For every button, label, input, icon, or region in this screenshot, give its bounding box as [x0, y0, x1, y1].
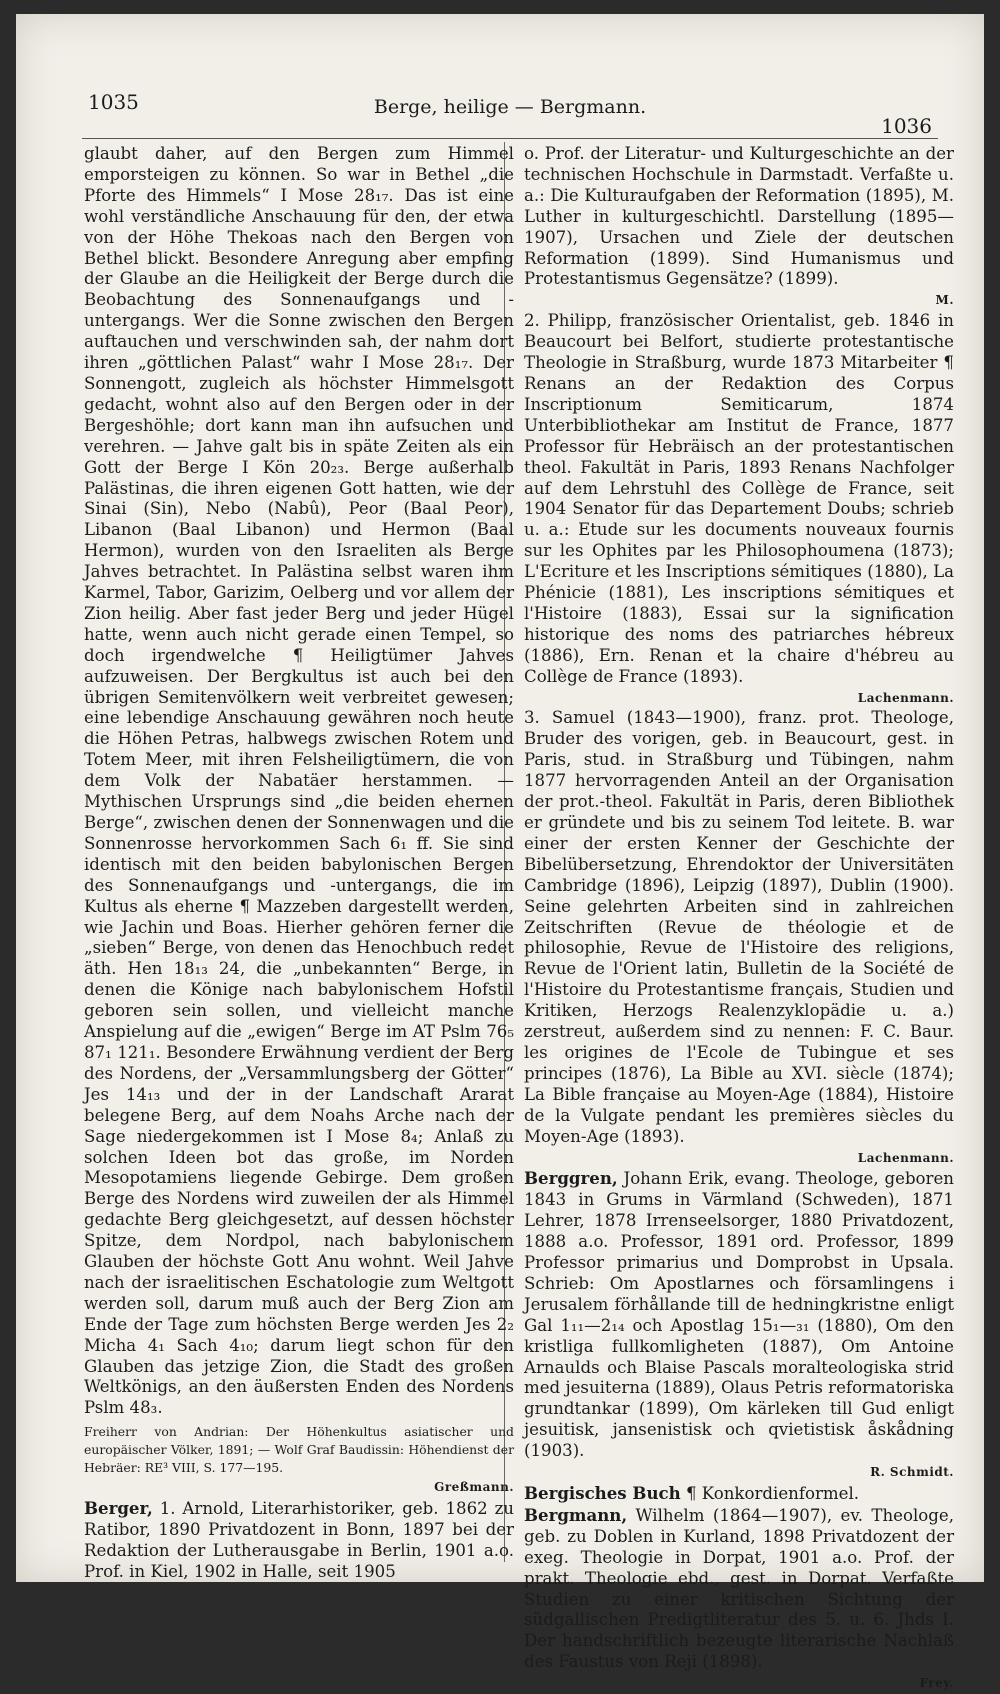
berger-entry — [84, 1498, 514, 1583]
bibliography-note: Freiherr von Andrian: Der Höhenkultus asiatischer und europäischer Völker, 1891; — Wolf Graf Baudissin: Höhendienst der Hebräer: RE³ VIII, S. 177—195. — [84, 1424, 514, 1476]
entry-headword: Berger, — [84, 1498, 153, 1519]
author-signature: R. Schmidt. — [870, 1465, 954, 1480]
page-header — [78, 86, 942, 138]
book-page — [16, 14, 984, 1691]
right-column — [524, 144, 954, 1694]
philipp-berger-entry: 2. Philipp, französischer Orientalist, geb. 1846 in Beaucourt bei Belfort, studierte protestantische Theologie in Straßburg, wurde 1873 Mitarbeiter ¶ Renans an der Redaktion des Corpus Inscriptionum Semiticarum, 1874 Unterbibliothekar am Institut de France, 1877 Professor für Hebräisch an der protestantischen theol. Fakultät in Paris, 1893 Renans Nachfolger auf dem Lehrstuhl des Collège de France, seit 1904 Senator für das Departement Doubs; schrieb u. a.: Etude sur les documents nouveaux fournis sur les Ophites par les Philosophoumena (1873); L'Ecriture et les Inscriptions sémitiques (1880), La Phénicie (1881), Les inscriptions sémitiques et l'Histoire (1883), Essai sur la signification historique des noms des patriarches hébreux (1886), Ern. Renan et la chaire d'hébreu au Collège de France (1893). — [524, 311, 954, 686]
left-column — [84, 144, 514, 1583]
author-signature: M. — [935, 293, 954, 308]
author-signature: Lachenmann. — [857, 1150, 954, 1165]
page-number-right: 1036 — [881, 114, 932, 138]
entry-text: Wilhelm (1864—1907), ev. Theologe, geb. zu Doblen in Kurland, 1898 Privatdozent der exeg. Theologie in Dorpat, 1901 a.o. Prof. der prakt. Theologie ebd., gest. in Dorpat. Verfaßte Studien zu einer kritischen Sichtung der südgallischen Predigtliteratur des 5. u. 6. Jhds I. Der handschriftlich bezeugte literarische Nachlaß des Faustus von Reji (1898). — [524, 1505, 954, 1672]
entry-text: Johann Erik, evang. Theologe, geboren 1843 in Grums in Värmland (Schweden), 1871 Lehrer, 1878 Irrenseelsorger, 1880 Privatdozent, 1888 a.o. Professor, 1891 ord. Professor, 1899 Professor primarius und Domprobst in Upsala. Schrieb: Om Apostlarnes och församlingens i Jerusalem förhållande till de hedningkristne enligt Gal 1₁₁—2₁₄ och Apostlag 15₁—₃₁ (1880), Om den kristliga fullkomligheten (1887), Om Antoine Arnaulds och Blaise Pascals moralteologiska strid med jesuiterna (1889), Olaus Petris reformatoriska grundtankar (1899), Om kärleken till Gud enligt jesuitisk, jansenistisk och qvietistisk åskådning (1903). — [524, 1169, 954, 1461]
header-rule — [82, 138, 938, 139]
berger-entry-continued: o. Prof. der Literatur- und Kulturgeschichte an der technischen Hochschule in Darmstadt. Verfaßte u. a.: Die Kulturaufgaben der Reformation (1895), M. Luther in kulturgeschichtl. Darstellung (1895—1907), Ursachen und Ziele der deutschen Reformation (1899). Sind Humanismus und Protestantismus Gegensätze? (1899). — [524, 144, 954, 289]
berge-article-text: glaubt daher, auf den Bergen zum Himmel emporsteigen zu können. So war in Bethel „die Pforte des Himmels“ I Mose 28₁₇. Das ist eine wohl verständliche Anschauung für den, der etwa von der Höhe Thekoas nach den Bergen von Bethel blickt. Besondere Anregung aber empfing der Glaube an die Heiligkeit der Berge durch die Beobachtung des Sonnenaufgangs und -untergangs. Wer die Sonne zwischen den Bergen auftauchen und verschwinden sah, der nahm dort ihren „göttlichen Palast“ wahr I Mose 28₁₇. Der Sonnengott, zugleich als höchster Himmelsgott gedacht, wohnt also auf den Bergen oder in der Bergeshöhle; dort kann man ihn aufsuchen und verehren. — Jahve galt bis in späte Zeiten als ein Gott der Berge I Kön 20₂₃. Berge außerhalb Palästinas, die ihren eigenen Gott hatten, wie der Sinai (Sin), Nebo (Nabû), Peor (Baal Peor), Libanon (Baal Libanon) und Hermon (Baal Hermon), wurden von den Israeliten als Berge Jahves betrachtet. In Palästina selbst waren ihm Karmel, Tabor, Garizim, Oelberg und vor allem der Zion heilig. Aber fast jeder Berg und jeder Hügel hatte, wenn auch nicht gerade einen Tempel, so doch irgendwelche ¶ Heiligtümer Jahves aufzuweisen. Der Bergkultus ist auch bei den übrigen Semitenvölkern weit verbreitet gewesen; eine lebendige Anschauung gewähren noch heute die Höhen Petras, halbwegs zwischen Rotem und Totem Meer, mit ihren Felsheiligtümern, die von dem Volk der Nabatäer herstammen. — Mythischen Ursprungs sind „die beiden ehernen Berge“, zwischen denen der Sonnenwagen und die Sonnenrosse hervorkommen Sach 6₁ ff. Sie sind identisch mit den beiden babylonischen Bergen des Sonnenaufgangs und -untergangs, die im Kultus als eherne ¶ Mazzeben dargestellt werden, wie Jachin und Boas. Hierher gehören ferner die „sieben“ Berge, von denen das Henochbuch redet äth. Hen 18₁₃ 24, die „unbekannten“ Berge, in denen die Könige nach babylonischem Hofstil geboren sein sollen, und vielleicht manche Anspielung auf die „ewigen“ Berge im AT Pslm 76₅ 87₁ 121₁. Besondere Erwähnung verdient der Berg des Nordens, der „Versammlungsberg der Götter“ Jes 14₁₃ und der in der Landschaft Ararat belegene Berg, auf dem Noahs Arche nach der Sage niedergekommen ist I Mose 8₄; Anlaß zu solchen Ideen bot das große, im Norden Mesopotamiens liegende Gebirge. Dem großen Berge des Nordens wird zuweilen der als Himmel gedachte Berg gleichgesetzt, auf dessen höchster Spitze, dem Nordpol, nach babylonischem Glauben der höchste Gott Anu wohnt. Weil Jahve nach der israelitischen Eschatologie zum Weltgott werden soll, darum muß auch der Berg Zion am Ende der Tage zum höchsten Berge werden Jes 2₂ Micha 4₁ Sach 4₁₀; darum liegt schon für den Glauben das jetzige Zion, die Stadt des großen Weltkönigs, an den äußersten Enden des Nordens Pslm 48₃. — [84, 144, 514, 1418]
bergmann-entry — [524, 1505, 954, 1673]
cross-reference: ¶ Konkordienformel. — [680, 1484, 860, 1503]
author-signature: Greßmann. — [434, 1480, 514, 1495]
page-number-left: 1035 — [88, 90, 139, 114]
entry-headword: Berggren, — [524, 1168, 618, 1189]
berggren-entry — [524, 1168, 954, 1462]
entry-headword: Bergmann, — [524, 1504, 628, 1525]
entry-headword: Bergisches Buch — [524, 1483, 681, 1503]
samuel-berger-entry: 3. Samuel (1843—1900), franz. prot. Theologe, Bruder des vorigen, geb. in Beaucourt, gest. in Paris, stud. in Straßburg und Tübingen, nahm 1877 hervorragenden Anteil an der Organisation der prot.-theol. Fakultät in Paris, deren Bibliothek er gründete und bis zu seinem Tod leitete. B. war einer der ersten Kenner der Geschichte der Bibelübersetzung, Ehrendoktor der Universitäten Cambridge (1896), Leipzig (1897), Dublin (1900). Seine gelehrten Arbeiten sind in zahlreichen Zeitschriften (Revue de théologie et de philosophie, Revue de l'Histoire des religions, Revue de l'Orient latin, Bulletin de la Société de l'Histoire du Protestantisme français, Studien und Kritiken, Herzogs Realenzyklopädie u. a.) zerstreut, außerdem sind zu nennen: F. C. Baur. les origines de l'Ecole de Tubingue et ses principes (1876), La Bible au XVI. siècle (1874); La Bible française au Moyen-Age (1884), Histoire de la Vulgate pendant les premières siècles du Moyen-Age (1893). — [524, 708, 954, 1146]
author-signature: Lachenmann. — [857, 690, 954, 705]
running-head: Berge, heilige — Bergmann. — [373, 96, 647, 118]
bergisches-buch-entry — [524, 1483, 954, 1505]
author-signature: Frey. — [919, 1676, 954, 1691]
entry-text: 1. Arnold, Literarhistoriker, geb. 1862 zu Ratibor, 1890 Privatdozent in Bonn, 1897 bei der Redaktion der Lutherausgabe in Berlin, 1901 a.o. Prof. in Kiel, 1902 in Halle, seit 1905 — [84, 1499, 514, 1581]
